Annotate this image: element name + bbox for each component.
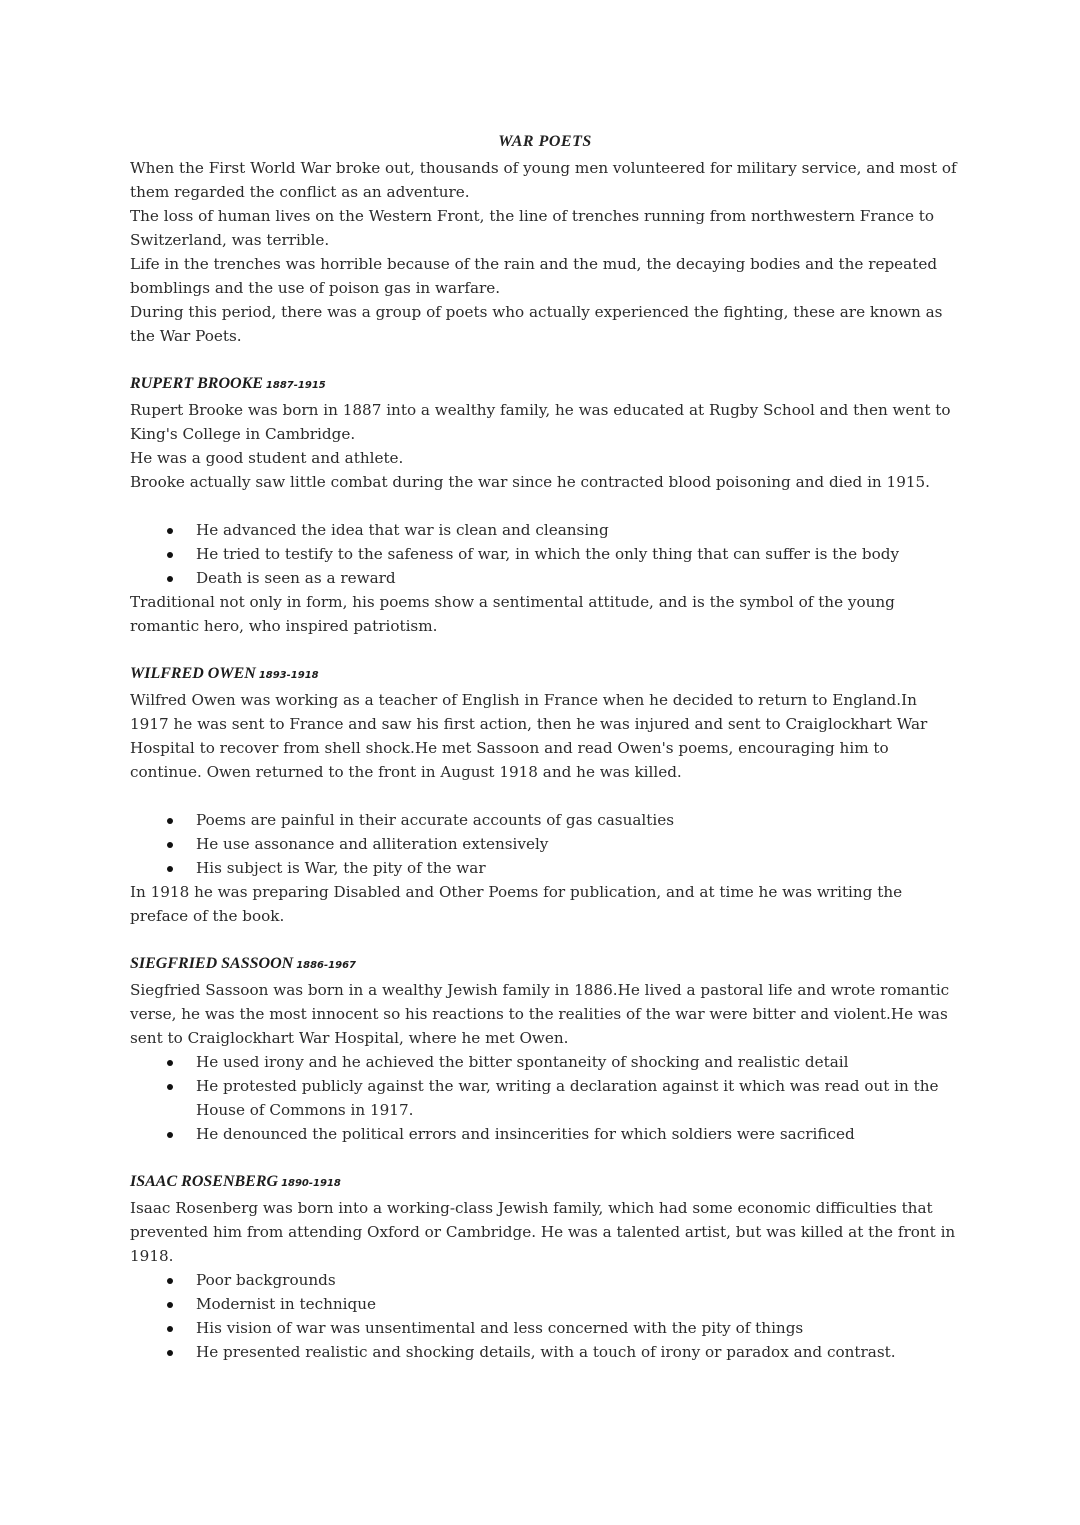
page-title: WAR POETS [498, 133, 592, 150]
poet-years: 1886-1967 [296, 960, 357, 971]
spacer [130, 1146, 960, 1170]
list-item: He presented realistic and shocking details, with a touch of irony or paradox and contrast. [130, 1340, 960, 1364]
section-rupert-brooke [130, 372, 960, 638]
list-item: His vision of war was unsentimental and less concerned with the pity of things [130, 1316, 960, 1340]
spacer [130, 494, 960, 518]
section-isaac-rosenberg [130, 1170, 960, 1364]
intro-paragraph: When the First World War broke out, thousands of young men volunteered for military service, and most of them regarded the conflict as an adventure. [130, 159, 957, 201]
list-item: Death is seen as a reward [130, 566, 960, 590]
bullet-list [130, 518, 960, 590]
poet-years: 1890-1918 [281, 1178, 341, 1189]
intro-paragraph: Life in the trenches was horrible because of the rain and the mud, the decaying bodies and the repeated bomblings and the use of poison gas in warfare. [130, 255, 938, 297]
list-item: He protested publicly against the war, writing a declaration against it which was read out in the House of Commons in 1917. [130, 1074, 960, 1122]
list-item: He advanced the idea that war is clean and cleansing [130, 518, 960, 542]
spacer [130, 784, 960, 808]
list-item: He denounced the political errors and insincerities for which soldiers were sacrificed [130, 1122, 960, 1146]
section-paragraph: Brooke actually saw little combat during the war since he contracted blood poisoning and died in 1915. [130, 473, 931, 491]
bullet-list [130, 808, 960, 880]
section-closing: In 1918 he was preparing Disabled and Other Poems for publication, and at time he was writing the preface of the book. [130, 883, 903, 925]
list-item: He use assonance and alliteration extensively [130, 832, 960, 856]
section-paragraph: Siegfried Sassoon was born in a wealthy Jewish family in 1886.He lived a pastoral life and wrote romantic verse, he was the most innocent so his reactions to the realities of the war were bitter and violent.He was sent to Craiglockhart War Hospital, where he met Owen. [130, 981, 950, 1047]
section-paragraph: He was a good student and athlete. [130, 449, 404, 467]
section-heading [130, 372, 960, 398]
intro-section [130, 156, 960, 348]
section-heading [130, 952, 960, 978]
poet-years: 1893-1918 [258, 670, 319, 681]
spacer [130, 928, 960, 952]
list-item: Modernist in technique [130, 1292, 960, 1316]
intro-paragraph: The loss of human lives on the Western Front, the line of trenches running from northwestern France to Switzerland, was terrible. [130, 207, 935, 249]
section-siegfried-sassoon [130, 952, 960, 1146]
section-heading [130, 662, 960, 688]
bullet-list [130, 1050, 960, 1146]
poet-name: ISAAC ROSENBERG [130, 1173, 279, 1190]
section-heading [130, 1170, 960, 1196]
section-paragraph: Isaac Rosenberg was born into a working-class Jewish family, which had some economic difficulties that prevented him from attending Oxford or Cambridge. He was a talented artist, but was killed at the front in 1918. [130, 1199, 956, 1265]
list-item: Poems are painful in their accurate accounts of gas casualties [130, 808, 960, 832]
intro-paragraph: During this period, there was a group of poets who actually experienced the fighting, these are known as the War Poets. [130, 303, 943, 345]
poet-years: 1887-1915 [265, 380, 326, 391]
list-item: His subject is War, the pity of the war [130, 856, 960, 880]
spacer [130, 638, 960, 662]
document-page [130, 128, 960, 1364]
list-item: He used irony and he achieved the bitter spontaneity of shocking and realistic detail [130, 1050, 960, 1074]
poet-name: WILFRED OWEN [130, 665, 256, 682]
poet-name: RUPERT BROOKE [130, 375, 263, 392]
section-paragraph: Rupert Brooke was born in 1887 into a wealthy family, he was educated at Rugby School and then went to King's College in Cambridge. [130, 401, 951, 443]
section-paragraph: Wilfred Owen was working as a teacher of English in France when he decided to return to England.In 1917 he was sent to France and saw his first action, then he was injured and sent to Craiglockhart War Hospital to recover from shell shock.He met Sassoon and read Owen's poems, encouraging him to continue. Owen returned to the front in August 1918 and he was killed. [130, 691, 928, 781]
section-closing: Traditional not only in form, his poems show a sentimental attitude, and is the symbol of the young romantic hero, who inspired patriotism. [130, 593, 895, 635]
bullet-list [130, 1268, 960, 1364]
spacer [130, 348, 960, 372]
list-item: Poor backgrounds [130, 1268, 960, 1292]
list-item: He tried to testify to the safeness of war, in which the only thing that can suffer is the body [130, 542, 960, 566]
section-wilfred-owen [130, 662, 960, 928]
poet-name: SIEGFRIED SASSOON [130, 955, 294, 972]
